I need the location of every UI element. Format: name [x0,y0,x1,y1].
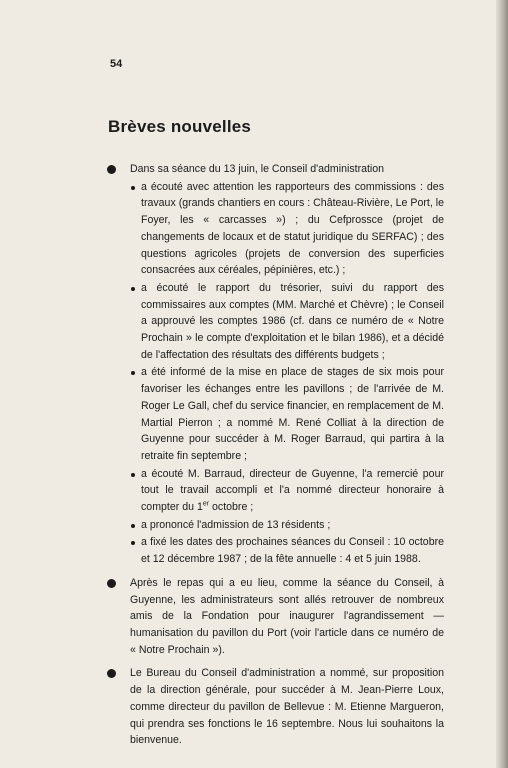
list-item [130,534,444,567]
paragraph-bullet-icon [107,579,116,588]
list-bullet-icon [131,371,135,375]
list-bullet-icon [131,186,135,190]
list-item-text: a été informé de la mise en place de stages de six mois pour favoriser les échanges entre les pavillons ; de l'arrivée de M. Roger Le Gall, chef du service financier, en remplacement de M. Martial Pierron ; a nommé M. René Colliat à la direction de Guyenne pour succéder à M. Roger Barraud, qui partira à la retraite fin septembre ; [141,366,444,462]
page-number: 54 [110,58,123,70]
list-item-text: a fixé les dates des prochaines séances du Conseil : 10 octobre et 12 décembre 1987 ; de la fête annuelle : 4 et 5 juin 1988. [141,536,444,566]
list-item-text: a écouté avec attention les rapporteurs des commissions : des travaux (grands chantiers en cours : Château-Rivière, Le Port, le Foyer, les « carcasses ») ; du Cefprossce (projet de changements de locaux et de statut juridique du SERFAC) ; des questions agricoles (projets de conversion des superficies consacrées aux céréales, pépinières, etc.) ; [141,180,444,277]
list-bullet-icon [131,287,135,291]
paragraph-bullet-icon [107,165,116,174]
paragraph-text: Le Bureau du Conseil d'administration a nommé, sur proposition de la direction générale, pour succéder à M. Jean-Pierre Loux, comme directeur du pavillon de Bellevue : M. Etienne Margueron, qui prendra ses fonctions le 16 septembre. Nous lui souhaitons la bienvenue. [130,667,444,747]
page-edge [496,0,508,768]
list-item-text: a écouté M. Barraud, directeur de Guyenne, l'a remercié pour tout le travail accompli et l'a nommé directeur honoraire à compter du 1er octobre ; [141,467,444,514]
news-paragraph [108,665,444,749]
news-content [108,161,444,756]
list-item [130,280,444,364]
section-title: Brèves nouvelles [108,117,252,136]
list-bullet-icon [131,524,135,528]
paragraph-text: Dans sa séance du 13 juin, le Conseil d'administration [130,163,385,175]
list-item-text: a prononcé l'admission de 13 résidents ; [141,518,331,531]
list-bullet-icon [131,541,135,545]
list-item [130,364,444,464]
list-item [130,179,444,279]
paragraph-bullet-icon [107,669,116,678]
news-paragraph [108,161,444,568]
list-item [130,517,444,534]
list-bullet-icon [131,473,135,477]
paragraph-text: Après le repas qui a eu lieu, comme la séance du Conseil, à Guyenne, les administrateurs sont allés retrouver de nombreux amis de la Fondation pour inaugurer l'agrandissement — humanisation du pavillon du Port (voir l'article dans ce numéro de « Notre Prochain »). [130,576,444,656]
news-paragraph [108,575,444,659]
list-item-text: a écouté le rapport du trésorier, suivi du rapport des commissaires aux comptes (MM. Marché et Chèvre) ; le Conseil a approuvé les comptes 1986 (cf. dans ce numéro de « Notre Prochain » le compte d'exploitation et le bilan 1986), et a décidé de l'affectation des résultats des différents budgets ; [141,281,444,361]
list-item [130,466,444,516]
